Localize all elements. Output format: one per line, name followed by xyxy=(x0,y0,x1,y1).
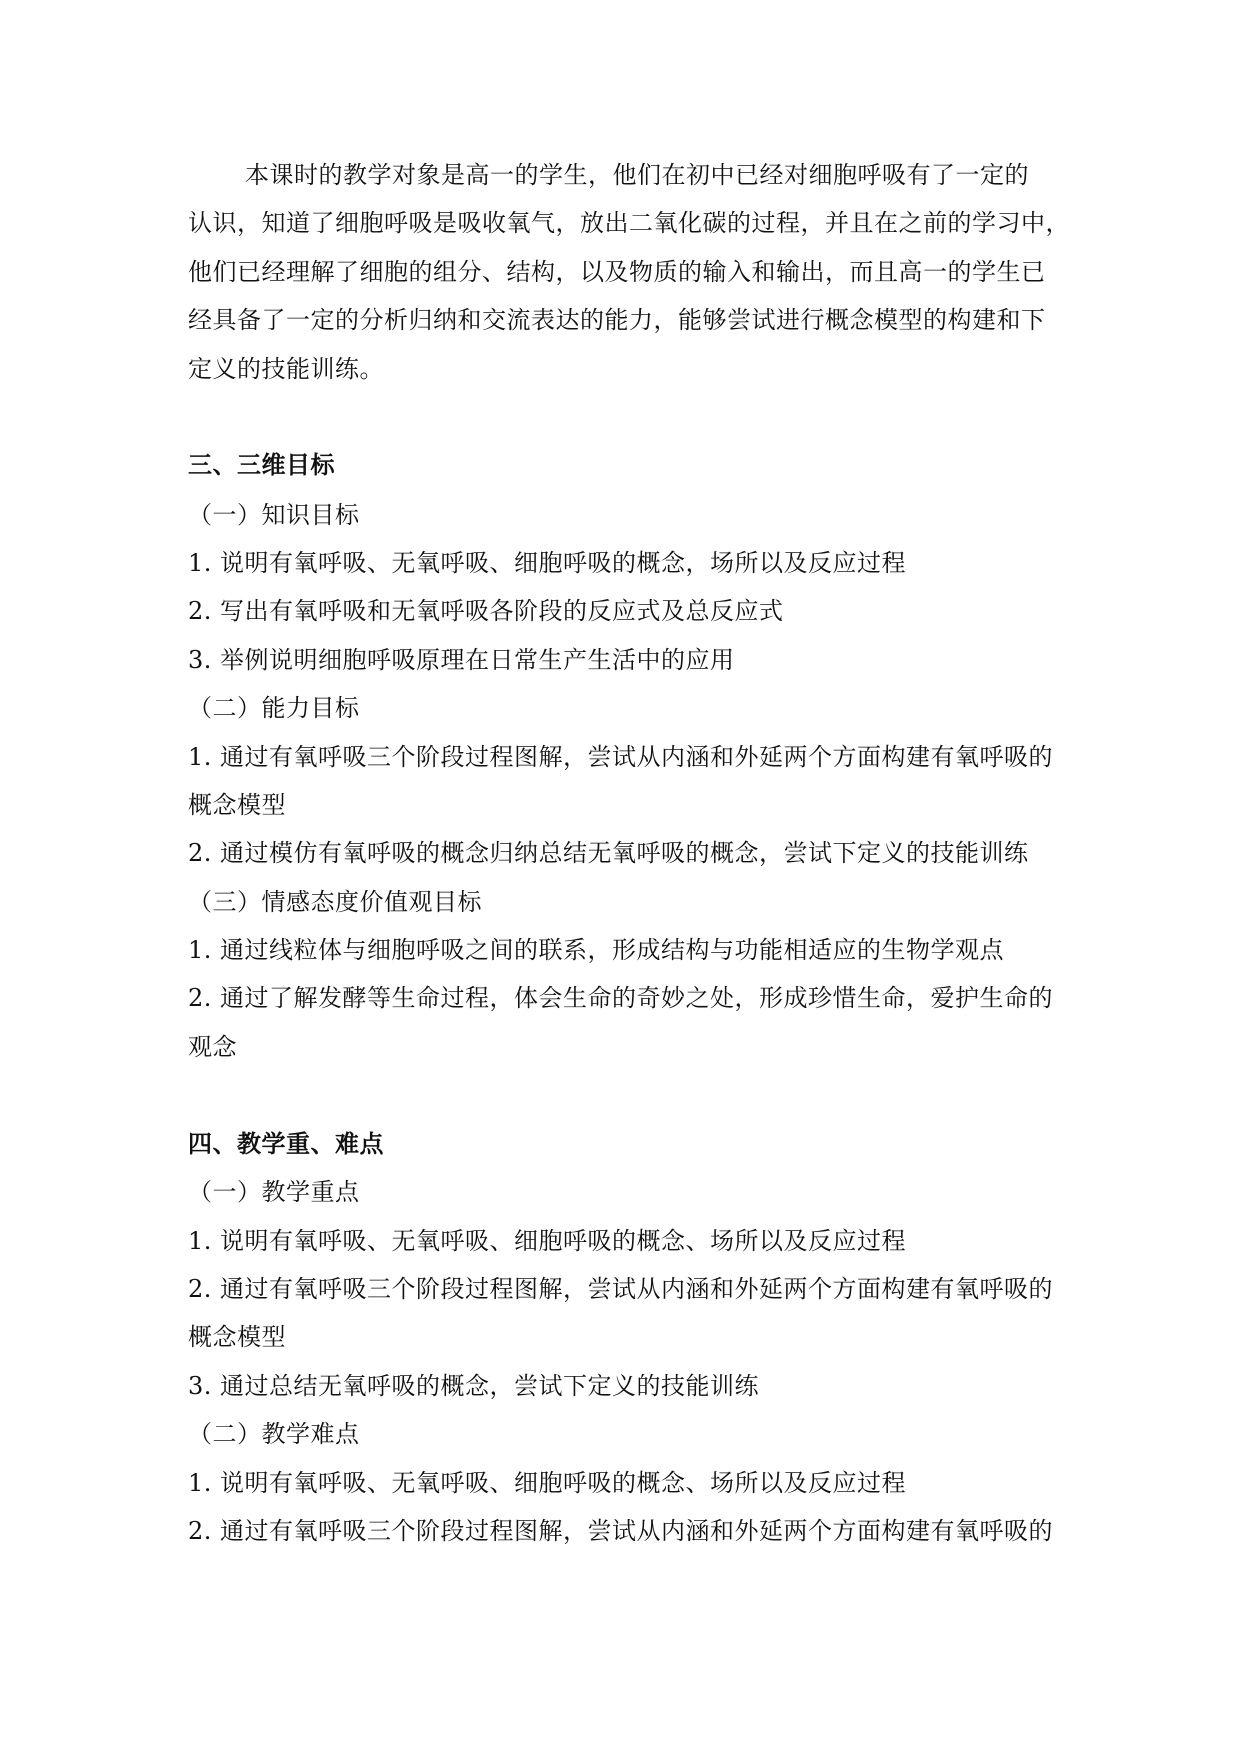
list-item: 1. 说明有氧呼吸、无氧呼吸、细胞呼吸的概念、场所以及反应过程 xyxy=(188,1227,907,1255)
subheading-knowledge: （一）知识目标 xyxy=(188,501,360,529)
section-heading-objectives: 三、三维目标 xyxy=(188,451,335,479)
list-item: 1. 说明有氧呼吸、无氧呼吸、细胞呼吸的概念，场所以及反应过程 xyxy=(188,549,907,577)
list-item: 2. 通过模仿有氧呼吸的概念归纳总结无氧呼吸的概念，尝试下定义的技能训练 xyxy=(188,839,1029,867)
list-item: 2. 写出有氧呼吸和无氧呼吸各阶段的反应式及总反应式 xyxy=(188,597,784,625)
paragraph-line: 经具备了一定的分析归纳和交流表达的能力，能够尝试进行概念模型的构建和下 xyxy=(188,306,1046,334)
subheading-emotion: （三）情感态度价值观目标 xyxy=(188,888,482,916)
subheading-key-points: （一）教学重点 xyxy=(188,1178,360,1206)
subheading-ability: （二）能力目标 xyxy=(188,694,360,722)
section-heading-key-difficult: 四、教学重、难点 xyxy=(188,1130,384,1158)
list-item: 3. 举例说明细胞呼吸原理在日常生产生活中的应用 xyxy=(188,646,735,674)
list-item: 2. 通过有氧呼吸三个阶段过程图解，尝试从内涵和外延两个方面构建有氧呼吸的 xyxy=(188,1517,1054,1545)
list-item-continuation: 概念模型 xyxy=(188,791,286,819)
list-item: 1. 通过线粒体与细胞呼吸之间的联系，形成结构与功能相适应的生物学观点 xyxy=(188,936,1005,964)
list-item: 1. 通过有氧呼吸三个阶段过程图解，尝试从内涵和外延两个方面构建有氧呼吸的 xyxy=(188,743,1054,771)
list-item-continuation: 概念模型 xyxy=(188,1323,286,1351)
paragraph-line: 认识，知道了细胞呼吸是吸收氧气，放出二氧化碳的过程，并且在之前的学习中， xyxy=(188,209,1070,237)
list-item: 2. 通过有氧呼吸三个阶段过程图解，尝试从内涵和外延两个方面构建有氧呼吸的 xyxy=(188,1275,1054,1303)
subheading-difficult-points: （二）教学难点 xyxy=(188,1420,360,1448)
paragraph-line: 他们已经理解了细胞的组分、结构，以及物质的输入和输出，而且高一的学生已 xyxy=(188,258,1046,286)
list-item: 3. 通过总结无氧呼吸的概念，尝试下定义的技能训练 xyxy=(188,1372,760,1400)
paragraph-line: 定义的技能训练。 xyxy=(188,355,384,383)
paragraph-line: 本课时的教学对象是高一的学生，他们在初中已经对细胞呼吸有了一定的 xyxy=(245,161,1029,189)
list-item-continuation: 观念 xyxy=(188,1033,237,1061)
list-item: 1. 说明有氧呼吸、无氧呼吸、细胞呼吸的概念、场所以及反应过程 xyxy=(188,1469,907,1497)
list-item: 2. 通过了解发酵等生命过程，体会生命的奇妙之处，形成珍惜生命，爱护生命的 xyxy=(188,984,1054,1012)
